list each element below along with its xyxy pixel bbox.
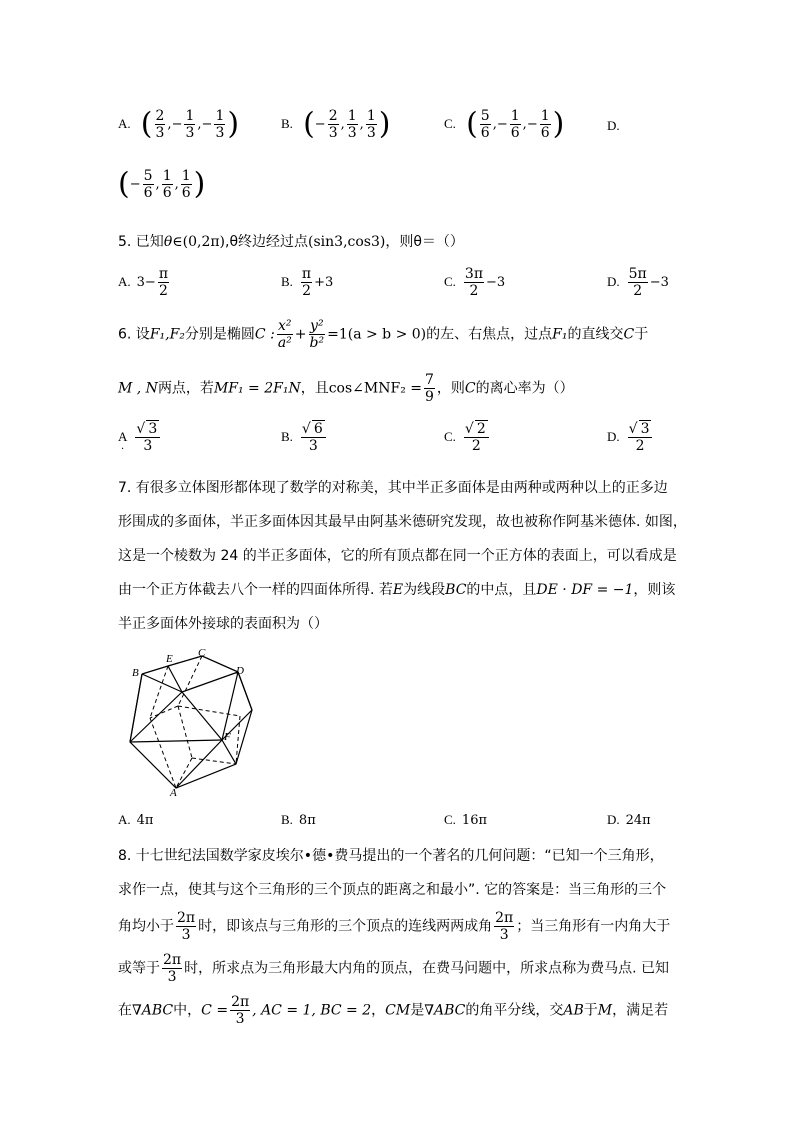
q4-option-a[interactable]: A. ( $\frac{2}{3}$ ,− $\frac{1}{3}$ ,− $\frac{1}{3}$ ) [118,106,240,142]
q6-option-a[interactable]: A $\frac{√ 3}{3}$ [118,420,162,454]
q7-stem-line1: 7. 有很多立体图形都体现了数学的对称美，其中半正多面体是由两种或两种以上的正多边 [118,480,668,496]
label-b: B [132,667,139,679]
q6-option-d[interactable]: D. $\frac{√ 3}{2}$ [607,420,654,454]
q8-stem-line4: 或等于 $\frac{2\pi}{3}$ 时，所求点为三角形最大内角的顶点，在费马问题中，所求点称为费马点. 已知 [118,952,670,985]
q8-stem-line5: 在∇ABC中，C = $\frac{2\pi}{3}$ , AC = 1, BC = 2，CM是∇ABC的角平分线，交AB于M，满足若 [118,994,669,1027]
polyhedron-figure [122,646,272,796]
q5-option-a[interactable]: A. 3− $\frac{\pi}{2}$ [118,266,169,299]
q8-stem-line1: 8. 十七世纪法国数学家皮埃尔•德•费马提出的一个著名的几何问题：“已知一个三角形， [118,848,664,864]
q7-stem-line4: 由一个正方体截去八个一样的四面体所得. 若E为线段BC的中点，且DE · DF = −1，则该 [118,582,676,598]
q4-option-c[interactable]: C. ( $\frac{5}{6}$ ,− $\frac{1}{6}$ ,− $\frac{1}{6}$ ) [444,106,565,142]
q6-option-b[interactable]: B. $\frac{√ 6}{3}$ [281,420,328,454]
q5-stem: 5. 已知θ∈(0,2π),θ终边经过点(sin3,cos3)，则θ＝（） [118,234,464,250]
q7-stem-line3: 这是一个棱数为 24 的半正多面体，它的所有顶点都在同一个正方体的表面上，可以看成是 [118,548,677,564]
q7-option-c[interactable]: C. 16π [444,812,488,828]
q6-stem-line2: M , N两点，若MF₁ = 2F₁N，且cos∠MNF₂ = $\frac{7}{9}$ ，则C的离心率为（） [118,372,574,405]
label-a: A [170,787,177,796]
q6-stem-line1: 6. 设F₁,F₂分别是椭圆C : $\frac{\text{x²}}{\text{a²}}$ + $\frac{\text{y²}}{\text{b²}}$ =1(a > b > 0)的左、右焦点，过点F₁的直线交C于 [118,318,649,351]
q5-option-b[interactable]: B. $\frac{\pi}{2}$ +3 [281,266,334,299]
q6-option-a-dot: · [121,444,125,455]
q4-option-d-label[interactable]: D. [607,118,620,133]
q4-option-b[interactable]: B. (− $\frac{2}{3}$ , $\frac{1}{3}$ , $\frac{1}{3}$ ) [281,106,391,142]
q7-option-b[interactable]: B. 8π [281,812,316,828]
q5-option-d[interactable]: D. $\frac{5\pi}{2}$ −3 [607,266,669,299]
label-c: C [198,647,206,659]
figure-outline [130,656,252,788]
q7-stem-line5: 半正多面体外接球的表面积为（） [118,616,328,632]
q7-stem-line2: 形围成的多面体，半正多面体因其最早由阿基米德研究发现，故也被称作阿基米德体. 如图， [118,514,687,530]
label-f: F [224,731,231,743]
q7-option-d[interactable]: D. 24π [607,812,651,828]
q4-option-d[interactable]: (− $\frac{5}{6}$ , $\frac{1}{6}$ , $\frac{1}{6}$ ) [118,166,206,202]
label-d: D [236,665,244,677]
q7-option-a[interactable]: A. 4π [118,812,154,828]
label-e: E [166,653,173,665]
q8-stem-line2: 求作一点，使其与这个三角形的三个顶点的距离之和最小”. 它的答案是：当三角形的三个 [118,882,667,898]
q8-stem-line3: 角均小于 $\frac{2\pi}{3}$ 时，即该点与三角形的三个顶点的连线两两成角 $\frac{2\pi}{3}$ ；当三角形有一内角大于 [118,910,671,943]
q6-option-c[interactable]: C. $\frac{√ 2}{2}$ [444,420,491,454]
q5-option-c[interactable]: C. $\frac{3\pi}{2}$ −3 [444,266,506,299]
